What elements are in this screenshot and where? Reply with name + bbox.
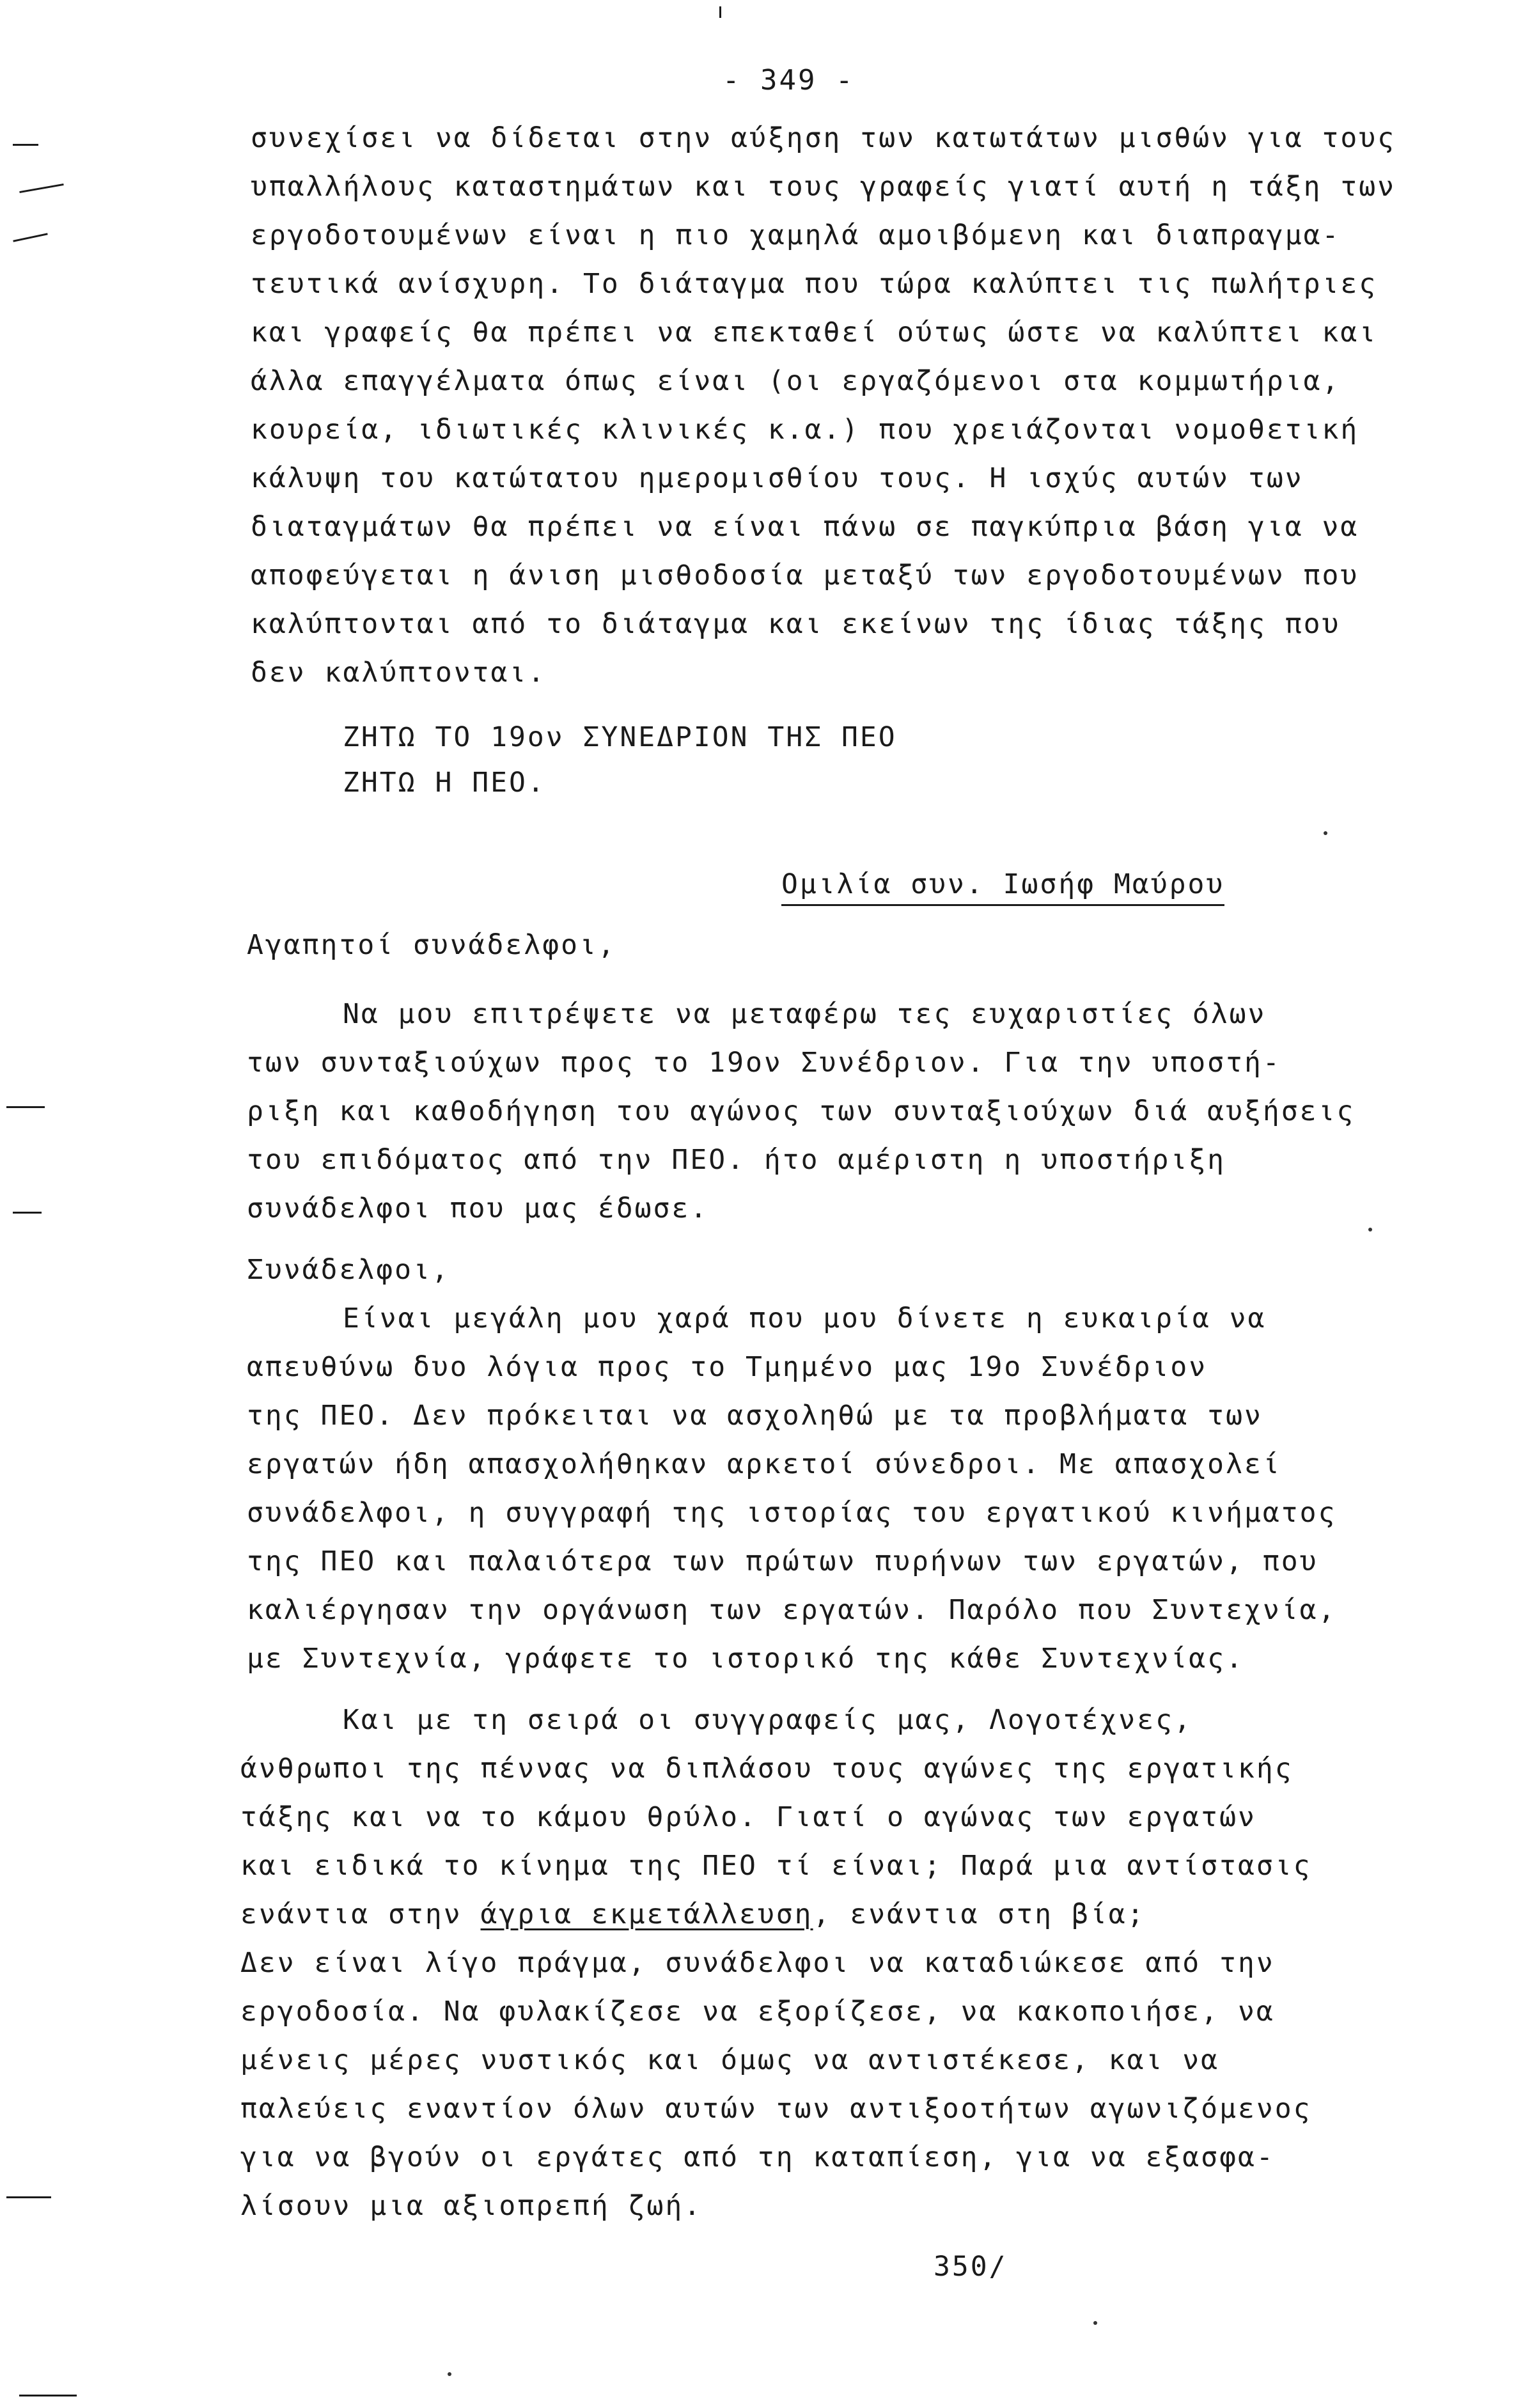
text-line: άνθρωποι της πέννας να διπλάσου τους αγώνες της εργατικής <box>240 1753 1294 1785</box>
text-line: καλύπτονται από το διάταγμα και εκείνων της ίδιας τάξης που <box>251 608 1341 640</box>
text-line: Να μου επιτρέψετε να μεταφέρω τες ευχαριστίες όλων <box>343 998 1267 1030</box>
text-line: αποφεύγεται η άνιση μισθοδοσία μεταξύ των εργοδοτουμένων που <box>251 559 1359 591</box>
text-line: και ειδικά το κίνημα της ΠΕΟ τί είναι; Παρά μια αντίστασις <box>240 1850 1312 1882</box>
text-line: Και με τη σειρά οι συγγραφείς μας, Λογοτέχνες, <box>343 1704 1192 1736</box>
text-line: τευτικά ανίσχυρη. Το διάταγμα που τώρα καλύπτει τις πωλήτριες <box>251 268 1378 300</box>
text-line: Είναι μεγάλη μου χαρά που μου δίνετε η ευκαιρία να <box>343 1302 1267 1334</box>
text-line: κάλυψη του κατώτατου ημερομισθίου τους. Η ισχύς αυτών των <box>251 462 1304 494</box>
text-line: και γραφείς θα πρέπει να επεκταθεί ούτως ώστε να καλύπτει και <box>251 317 1378 348</box>
text-line: συνάδελφοι που μας έδωσε. <box>247 1192 709 1224</box>
margin-mark <box>13 1212 42 1214</box>
margin-mark <box>13 233 47 242</box>
text-line: για να βγούν οι εργάτες από τη καταπίεση, για να εξασφα- <box>240 2141 1275 2173</box>
text-segment: , ενάντια στη βία; <box>813 1898 1146 1930</box>
scan-speck <box>1368 1228 1372 1231</box>
text-line: λίσουν μια αξιοπρεπή ζωή. <box>240 2190 703 2222</box>
text-line: απευθύνω δυο λόγια προς το Τμημένο μας 19ο Συνέδριον <box>247 1351 1208 1383</box>
text-line: κουρεία, ιδιωτικές κλινικές κ.α.) που χρειάζονται νομοθετική <box>251 414 1359 446</box>
text-line: τάξης και να το κάμου θρύλο. Γιατί ο αγώνας των εργατών <box>240 1801 1256 1833</box>
text-line: δεν καλύπτονται. <box>251 657 547 689</box>
margin-mark <box>19 184 63 193</box>
text-line: εργοδοτουμένων είναι η πιο χαμηλά αμοιβόμενη και διαπραγμα- <box>251 219 1341 251</box>
underlined-phrase: άγρια εκμετάλλευση <box>480 1898 813 1930</box>
text-line: άλλα επαγγέλματα όπως είναι (οι εργαζόμενοι στα κομμωτήρια, <box>251 365 1341 397</box>
text-line: συνεχίσει να δίδεται στην αύξηση των κατωτάτων μισθών για τους <box>251 122 1396 154</box>
text-line: με Συντεχνία, γράφετε το ιστορικό της κάθε Συντεχνίας. <box>247 1643 1244 1675</box>
salutation: Συνάδελφοι, <box>247 1254 450 1286</box>
speech-title: Ομιλία συν. Ιωσήφ Μαύρου <box>781 868 1224 906</box>
margin-mark <box>13 144 38 146</box>
margin-mark <box>6 2196 51 2198</box>
scan-speck <box>1324 831 1327 835</box>
page-number-bottom: 350/ <box>934 2251 1008 2283</box>
text-line-with-emphasis <box>240 1898 1146 1931</box>
text-line: συνάδελφοι, η συγγραφή της ιστορίας του εργατικού κινήματος <box>247 1497 1337 1529</box>
text-line: του επιδόματος από την ΠΕΟ. ήτο αμέριστη η υποστήριξη <box>247 1144 1226 1176</box>
text-line: εργοδοσία. Να φυλακίζεσε να εξορίζεσε, να κακοποιήσε, να <box>240 1996 1275 2028</box>
text-line: της ΠΕΟ και παλαιότερα των πρώτων πυρήνων των εργατών, που <box>247 1545 1318 1577</box>
text-line: Δεν είναι λίγο πράγμα, συνάδελφοι να καταδιώκεσε από την <box>240 1947 1275 1979</box>
text-line: υπαλλήλους καταστημάτων και τους γραφείς γιατί αυτή η τάξη των <box>251 171 1396 203</box>
slogan-line: ΖΗΤΩ Η ΠΕΟ. <box>343 767 546 799</box>
text-line: εργατών ήδη απασχολήθηκαν αρκετοί σύνεδροι. Με απασχολεί <box>247 1448 1281 1480</box>
margin-mark <box>719 6 721 18</box>
text-line: παλεύεις εναντίον όλων αυτών των αντιξοοτήτων αγωνιζόμενος <box>240 2093 1312 2125</box>
text-line: της ΠΕΟ. Δεν πρόκειται να ασχοληθώ με τα προβλήματα των <box>247 1400 1263 1432</box>
text-line: μένεις μέρες νυστικός και όμως να αντιστέκεσε, και να <box>240 2044 1220 2076</box>
text-line: των συνταξιούχων προς το 19ον Συνέδριον. Για την υποστή- <box>247 1047 1281 1079</box>
page-number-top: - 349 - <box>723 64 855 97</box>
margin-mark <box>19 2395 77 2396</box>
salutation: Αγαπητοί συνάδελφοι, <box>247 929 616 961</box>
text-line: ριξη και καθοδήγηση του αγώνος των συνταξιούχων διά αυξήσεις <box>247 1095 1356 1127</box>
scan-speck <box>1093 2321 1097 2325</box>
text-line: καλιέργησαν την οργάνωση των εργατών. Παρόλο που Συντεχνία, <box>247 1594 1337 1626</box>
text-segment: ενάντια στην <box>240 1898 481 1930</box>
slogan-line: ΖΗΤΩ ΤΟ 19ον ΣΥΝΕΔΡΙΟΝ ΤΗΣ ΠΕΟ <box>343 721 897 753</box>
text-line: διαταγμάτων θα πρέπει να είναι πάνω σε παγκύπρια βάση για να <box>251 511 1359 543</box>
margin-mark <box>6 1106 45 1108</box>
scan-speck <box>448 2372 451 2376</box>
